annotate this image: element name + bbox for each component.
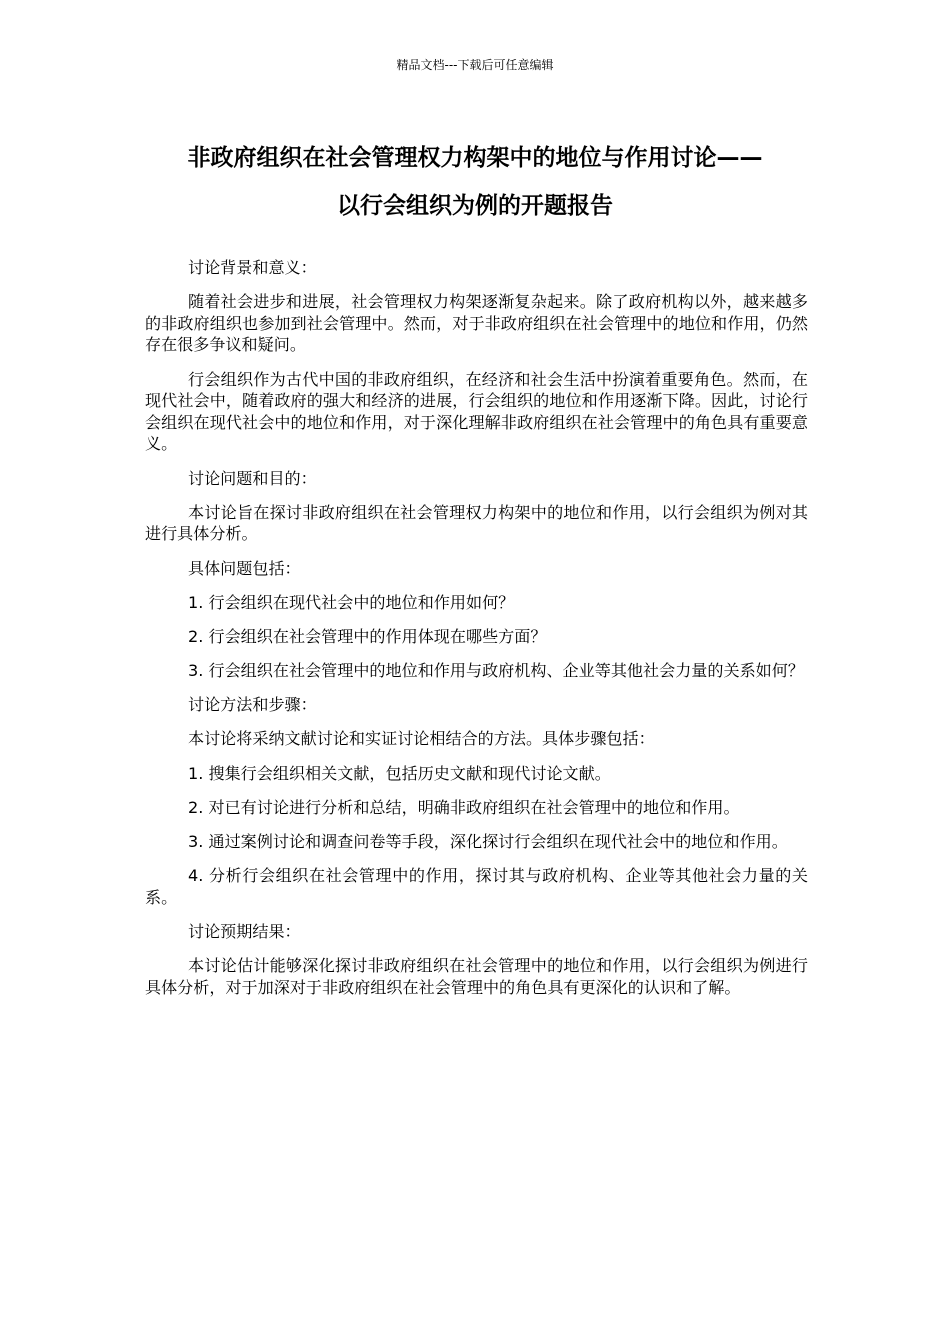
list-item: 2. 对已有讨论进行分析和总结，明确非政府组织在社会管理中的地位和作用。 — [188, 797, 740, 817]
document-body — [145, 257, 808, 1011]
title-line-2: 以行会组织为例的开题报告 — [337, 193, 613, 219]
title-line-1: 非政府组织在社会管理权力构架中的地位与作用讨论—— — [187, 145, 763, 171]
section-heading-results: 讨论预期结果： — [188, 921, 301, 941]
list-item: 3. 行会组织在社会管理中的地位和作用与政府机构、企业等其他社会力量的关系如何？ — [188, 661, 804, 681]
list-item: 1. 搜集行会组织相关文献，包括历史文献和现代讨论文献。 — [188, 763, 611, 783]
paragraph: 本讨论估计能够深化探讨非政府组织在社会管理中的地位和作用，以行会组织为例进行具体分析，对于加深对于非政府组织在社会管理中的角色具有更深化的认识和了解。 — [145, 956, 808, 997]
paragraph: 随着社会进步和进展，社会管理权力构架逐渐复杂起来。除了政府机构以外，越来越多的非政府组织也参加到社会管理中。然而，对于非政府组织在社会管理中的地位和作用，仍然存在很多争议和疑问。 — [145, 292, 808, 355]
list-item: 3. 通过案例讨论和调查问卷等手段，深化探讨行会组织在现代社会中的地位和作用。 — [188, 832, 788, 851]
section-heading-methods: 讨论方法和步骤： — [188, 695, 317, 715]
paragraph: 本讨论将采纳文献讨论和实证讨论相结合的方法。具体步骤包括： — [188, 729, 655, 749]
section-heading-questions: 讨论问题和目的： — [188, 468, 317, 488]
document-title — [140, 134, 810, 230]
paragraph: 行会组织作为古代中国的非政府组织，在经济和社会生活中扮演着重要角色。然而，在现代社会中，随着政府的强大和经济的进展，行会组织的地位和作用逐渐下降。因此，讨论行会组织在现代社会中的地位和作用，对于深化理解非政府组织在社会管理中的角色具有重要意义。 — [145, 369, 808, 454]
paragraph: 本讨论旨在探讨非政府组织在社会管理权力构架中的地位和作用，以行会组织为例对其进行具体分析。 — [145, 502, 808, 544]
header-note: 精品文档---下载后可任意编辑 — [396, 58, 554, 72]
list-item: 1. 行会组织在现代社会中的地位和作用如何？ — [188, 592, 515, 612]
list-item: 4. 分析行会组织在社会管理中的作用，探讨其与政府机构、企业等其他社会力量的关系。 — [145, 866, 808, 907]
section-heading-background: 讨论背景和意义： — [188, 258, 317, 277]
list-item: 2. 行会组织在社会管理中的作用体现在哪些方面？ — [188, 626, 547, 646]
paragraph: 具体问题包括： — [188, 558, 301, 578]
